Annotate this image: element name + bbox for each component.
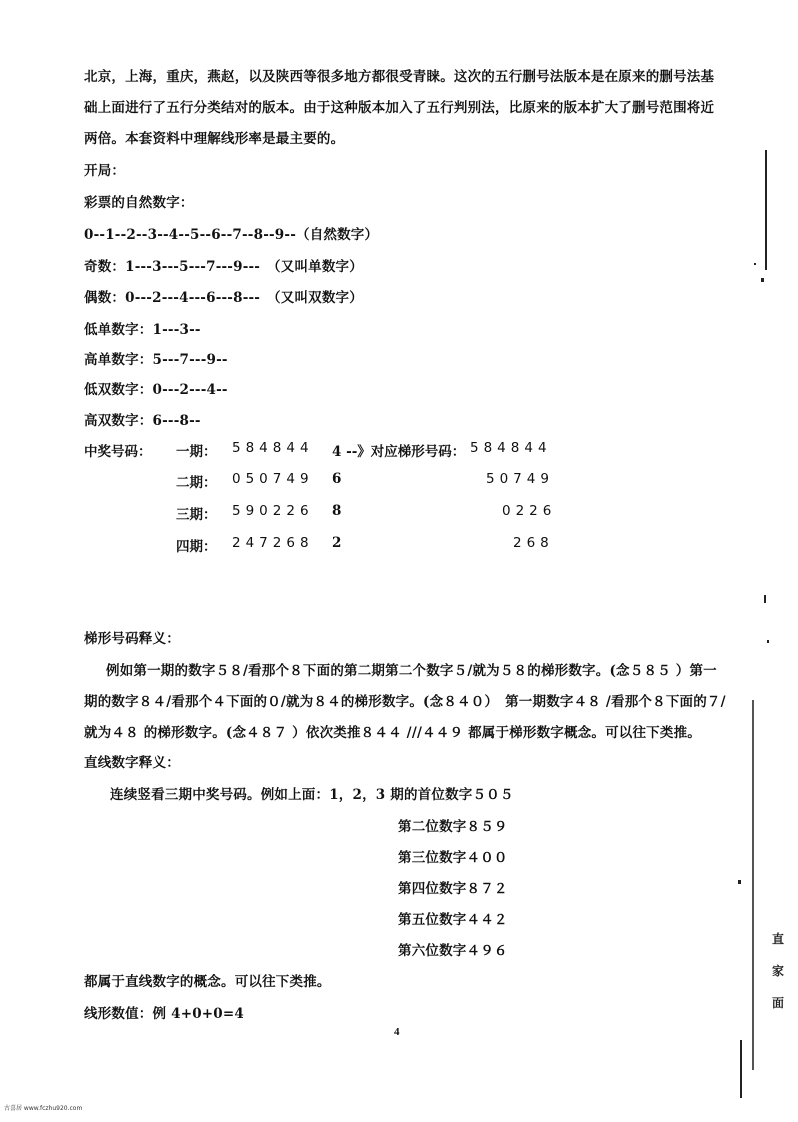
scan-mark <box>754 263 756 265</box>
period-extra: 6 <box>332 471 342 487</box>
tixing-number: 0226 <box>502 503 557 519</box>
high-even: 高双数字：6---8-- <box>84 413 201 429</box>
tixing-line-3: 就为４８ 的梯形数字。(念４８７ ）依次类推８４４ ///４４９ 都属于梯形数字概念。可以往下类推。 <box>84 725 701 741</box>
xianxing-line: 线形数值：例 4+0+0=4 <box>84 1006 245 1022</box>
tixing-line-2: 期的数字８４/看那个４下面的０/就为８４的梯形数字。(念８４０） 第一期数字４８ /看那个８下面的７/ <box>84 694 726 710</box>
tixing-number: 50749 <box>486 471 554 487</box>
winning-label: 中奖号码： <box>84 444 152 460</box>
intro-line-2: 础上面进行了五行分类结对的版本。由于这种版本加入了五行判别法，比原来的版本扩大了删号范围将近 <box>84 100 715 116</box>
period-number: 247268 <box>232 535 314 551</box>
scan-mark <box>764 595 766 603</box>
margin-char: 面 <box>772 996 785 1010</box>
period-extra: 2 <box>332 535 342 551</box>
period-label: 四期： <box>176 539 217 555</box>
zhixian-position: 第二位数字８５９ <box>398 819 508 835</box>
margin-char: 家 <box>772 964 785 978</box>
zhixian-position: 第三位数字４００ <box>398 850 508 866</box>
period-number: 584844 <box>232 440 314 456</box>
page-number: 4 <box>394 1026 400 1038</box>
scan-mark <box>767 640 769 643</box>
period-number: 590226 <box>232 503 314 519</box>
even-numbers: 偶数：0---2---4---6---8--- （又叫双数字） <box>84 290 363 306</box>
ziran-title: 彩票的自然数字： <box>84 195 194 211</box>
zhixian-position: 第四位数字８７２ <box>398 881 508 897</box>
scan-mark <box>752 700 754 1070</box>
kaiju-heading: 开局： <box>84 163 126 179</box>
footer-watermark: 古喜居 www.fczhu920.com <box>4 1105 83 1112</box>
tixing-title: 梯形号码释义： <box>84 631 180 647</box>
odd-numbers: 奇数：1---3---5---7---9--- （又叫单数字） <box>84 259 363 275</box>
tixing-number: 584844 <box>470 440 552 456</box>
low-even: 低双数字：0---2---4-- <box>84 382 228 398</box>
period-label: 一期： <box>176 444 217 460</box>
period-label: 三期： <box>176 507 217 523</box>
zhixian-end: 都属于直线数字的概念。可以往下类推。 <box>84 974 331 990</box>
zhixian-line-1: 连续竖看三期中奖号码。例如上面：1，2，3 期的首位数字５０５ <box>110 787 514 803</box>
zhixian-position: 第六位数字４９６ <box>398 943 508 959</box>
high-odd: 高单数字：5---7---9-- <box>84 352 228 368</box>
scan-mark <box>765 150 767 270</box>
scan-mark <box>761 278 764 282</box>
scan-mark <box>740 1040 742 1098</box>
low-odd: 低单数字：1---3-- <box>84 322 201 338</box>
scan-mark <box>738 880 741 884</box>
zhixian-title: 直线数字释义： <box>84 755 180 771</box>
period-label: 二期： <box>176 475 217 491</box>
margin-char: 直 <box>772 932 785 946</box>
tixing-line-1: 例如第一期的数字５８/看那个８下面的第二期第二个数字５/就为５８的梯形数字。(念５８５ ）第一 <box>106 663 717 679</box>
period-extra: 8 <box>332 503 342 519</box>
period-extra: 4 --》对应梯形号码： <box>332 444 466 460</box>
ziran-sequence: 0--1--2--3--4--5--6--7--8--9--（自然数字） <box>84 227 379 243</box>
tixing-number: 268 <box>513 535 554 551</box>
period-number: 050749 <box>232 471 314 487</box>
intro-line-1: 北京，上海，重庆，燕赵，以及陕西等很多地方都很受青睐。这次的五行删号法版本是在原来的删号法基 <box>84 69 715 85</box>
intro-line-3: 两倍。本套资料中理解线形率是最主要的。 <box>84 131 345 147</box>
zhixian-position: 第五位数字４４２ <box>398 912 508 928</box>
